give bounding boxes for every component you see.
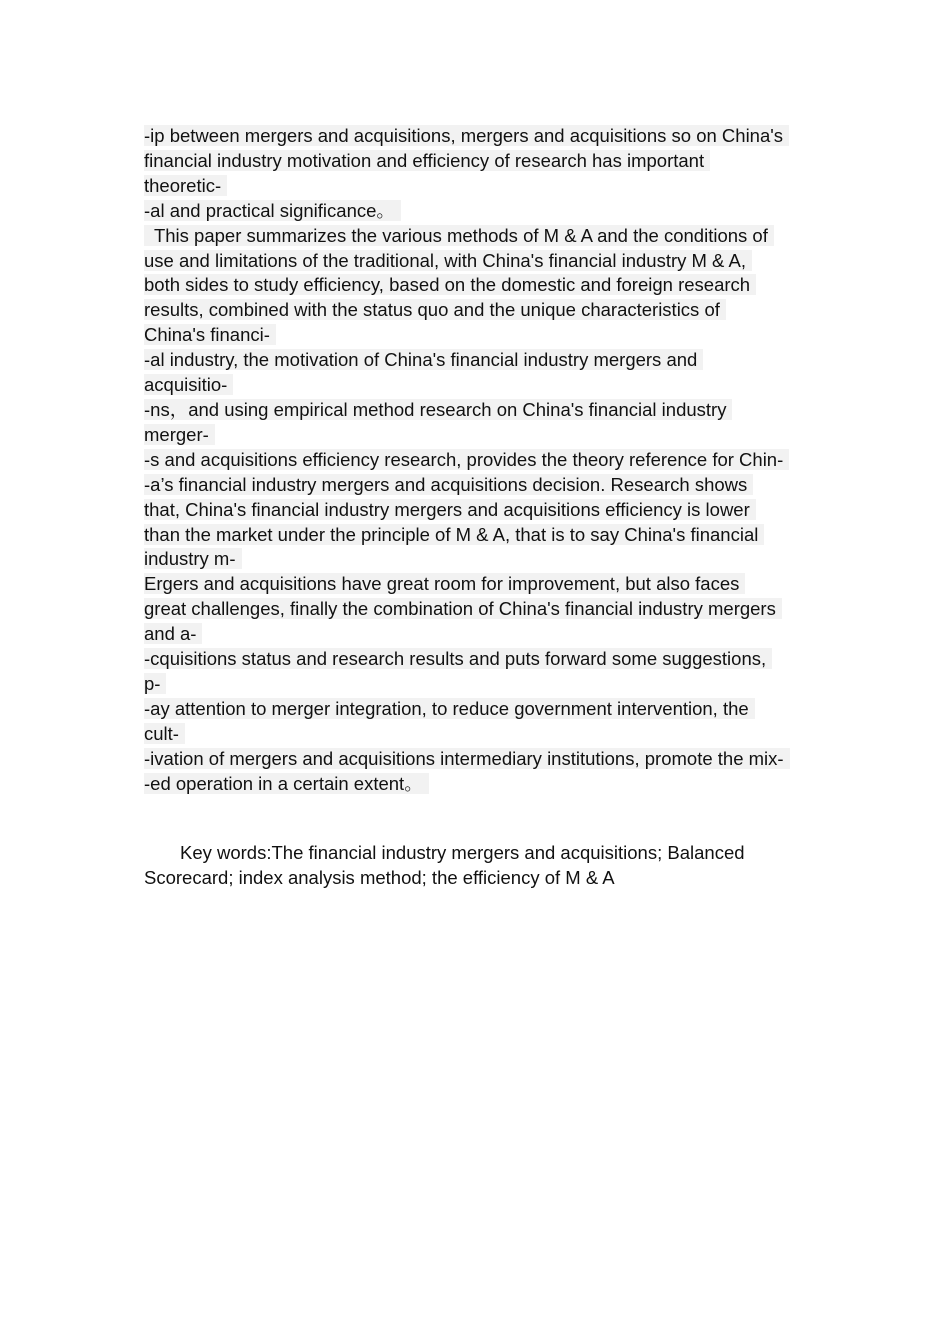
abstract-line-text: financial industry motivation and efficiency of research has important [144,150,710,171]
abstract-line [144,697,824,722]
abstract-line-text: -ivation of mergers and acquisitions intermediary institutions, promote the mix- [144,748,790,769]
abstract-line-text: both sides to study efficiency, based on the domestic and foreign research [144,274,756,295]
abstract-line-text: -ns，and using empirical method research on China's financial industry [144,399,732,420]
abstract-line [144,249,824,274]
abstract-line-text: -al and practical significance。 [144,200,401,221]
abstract-line-text: acquisitio- [144,374,233,395]
abstract-line [144,747,824,772]
abstract-line [144,373,824,398]
abstract-line-text: -ay attention to merger integration, to reduce government intervention, the [144,698,755,719]
abstract-line [144,398,824,423]
abstract-line [144,597,824,622]
abstract-line [144,323,824,348]
abstract-line-text: theoretic- [144,175,227,196]
abstract-line [144,448,824,473]
abstract-line [144,423,824,448]
abstract-line-text: China's financi- [144,324,276,345]
keywords-line: Key words:The financial industry mergers and acquisitions; Balanced [144,842,745,863]
abstract-line-text: results, combined with the status quo and the unique characteristics of [144,299,726,320]
abstract-line [144,547,824,572]
abstract-line [144,622,824,647]
keywords-line: Scorecard; index analysis method; the efficiency of M & A [144,866,615,888]
abstract-line-text: and a- [144,623,202,644]
abstract-line [144,647,824,672]
abstract-line [144,199,824,224]
abstract-line-text: merger- [144,424,215,445]
abstract-line-text: industry m- [144,548,242,569]
abstract-line [144,722,824,747]
abstract-line-text: cult- [144,723,185,744]
abstract-line-text: -cquisitions status and research results and puts forward some suggestions, [144,648,772,669]
abstract-line [144,772,824,797]
abstract-line [144,124,824,149]
abstract-body [144,124,824,796]
abstract-line-text: use and limitations of the traditional, with China's financial industry M & A, [144,250,752,271]
abstract-line-text: Ergers and acquisitions have great room for improvement, but also faces [144,573,745,594]
abstract-line [144,149,824,174]
abstract-line-text: -al industry, the motivation of China's financial industry mergers and [144,349,703,370]
abstract-line-text: -s and acquisitions efficiency research, provides the theory reference for Chin- [144,449,789,470]
abstract-line [144,298,824,323]
abstract-line [144,498,824,523]
abstract-line [144,348,824,373]
abstract-line-text: great challenges, finally the combination of China's financial industry mergers [144,598,782,619]
abstract-line-text: than the market under the principle of M & A, that is to say China's financial [144,524,764,545]
abstract-line [144,473,824,498]
abstract-line [144,523,824,548]
abstract-line-text: p- [144,673,166,694]
abstract-line [144,174,824,199]
abstract-line-text: -a’s financial industry mergers and acquisitions decision. Research shows [144,474,753,495]
abstract-line-text: -ed operation in a certain extent。 [144,773,429,794]
abstract-line-text: that, China's financial industry mergers and acquisitions efficiency is lower [144,499,756,520]
abstract-line [144,224,824,249]
abstract-line-text: This paper summarizes the various methods of M & A and the conditions of [144,225,774,246]
abstract-line [144,572,824,597]
keywords-block [144,841,824,891]
abstract-line [144,672,824,697]
abstract-line [144,273,824,298]
abstract-line-text: -ip between mergers and acquisitions, mergers and acquisitions so on China's [144,125,789,146]
